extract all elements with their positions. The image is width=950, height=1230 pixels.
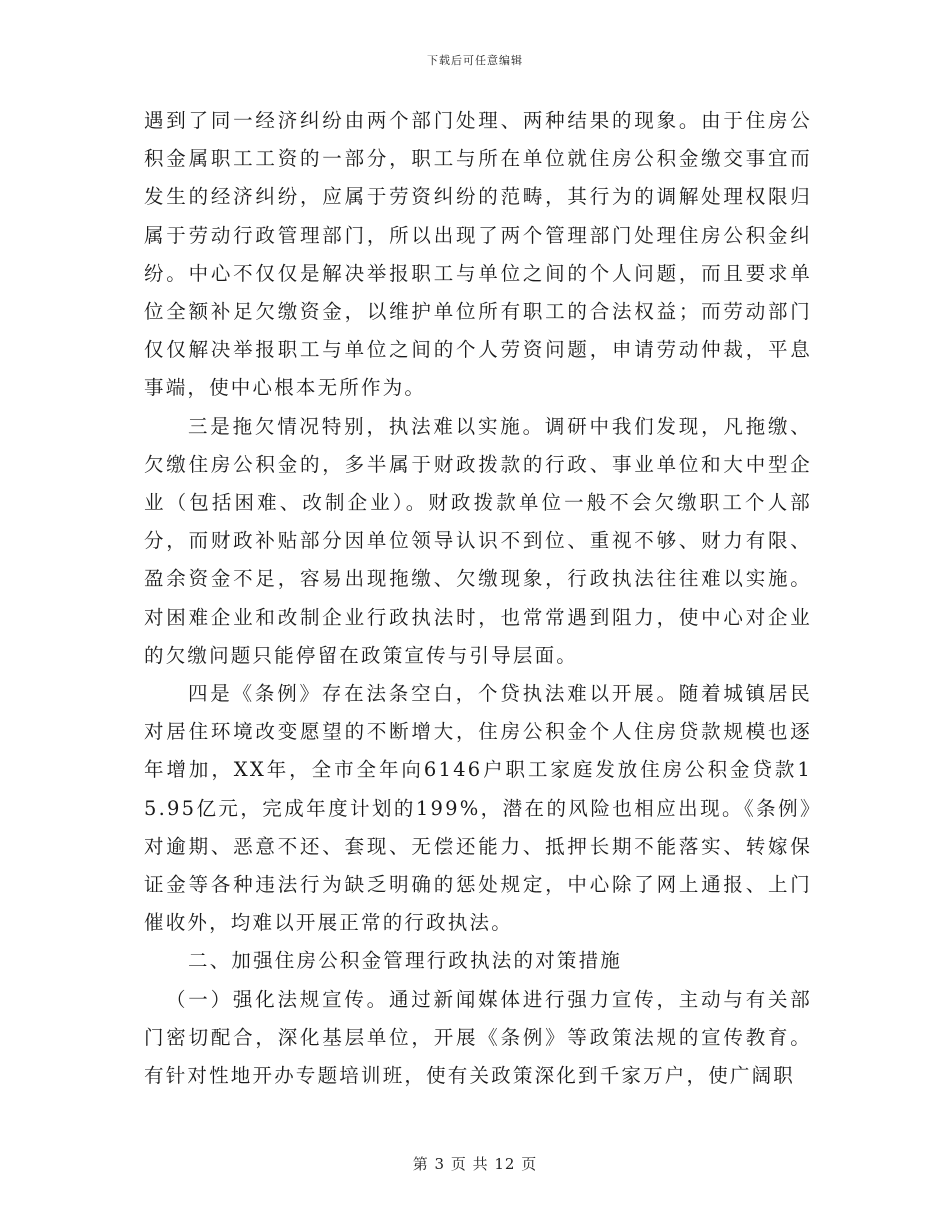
paragraph-measure-one: （一）强化法规宣传。通过新闻媒体进行强力宣传，主动与有关部门密切配合，深化基层单位，开展《条例》等政策法规的宣传教育。有针对性地开办专题培训班，使有关政策深化到千家万户，使广阔职 [144, 987, 812, 1088]
page-number-footer: 第 3 页 共 12 页 [412, 1155, 538, 1173]
document-body [144, 102, 812, 1095]
section-heading-measures: 二、加强住房公积金管理行政执法的对策措施 [188, 949, 623, 973]
page-header-note: 下载后可任意编辑 [427, 54, 523, 67]
paragraph-point-four: 四是《条例》存在法条空白，个贷执法难以开展。随着城镇居民对居住环境改变愿望的不断增大，住房公积金个人住房贷款规模也逐年增加，XX年，全市全年向6146户职工家庭发放住房公积金贷款15.95亿元，完成年度计划的199%，潜在的风险也相应出现。《条例》对逾期、恶意不还、套现、无偿还能力、抵押长期不能落实、转嫁保证金等各种违法行为缺乏明确的惩处规定，中心除了网上通报、上门催收外，均难以开展正常的行政执法。 [144, 682, 812, 935]
paragraph-continuation: 遇到了同一经济纠纷由两个部门处理、两种结果的现象。由于住房公积金属职工工资的一部分，职工与所在单位就住房公积金缴交事宜而发生的经济纠纷，应属于劳资纠纷的范畴，其行为的调解处理权限归属于劳动行政管理部门，所以出现了两个管理部门处理住房公积金纠纷。中心不仅仅是解决举报职工与单位之间的个人问题，而且要求单位全额补足欠缴资金，以维护单位所有职工的合法权益；而劳动部门仅仅解决举报职工与单位之间的个人劳资问题，申请劳动仲裁，平息事端，使中心根本无所作为。 [144, 109, 812, 400]
paragraph-point-three: 三是拖欠情况特别，执法难以实施。调研中我们发现，凡拖缴、欠缴住房公积金的，多半属于财政拨款的行政、事业单位和大中型企业（包括困难、改制企业）。财政拨款单位一般不会欠缴职工个人部分，而财政补贴部分因单位领导认识不到位、重视不够、财力有限、盈余资金不足，容易出现拖缴、欠缴现象，行政执法往往难以实施。对困难企业和改制企业行政执法时，也常常遇到阻力，使中心对企业的欠缴问题只能停留在政策宣传与引导层面。 [144, 414, 812, 667]
